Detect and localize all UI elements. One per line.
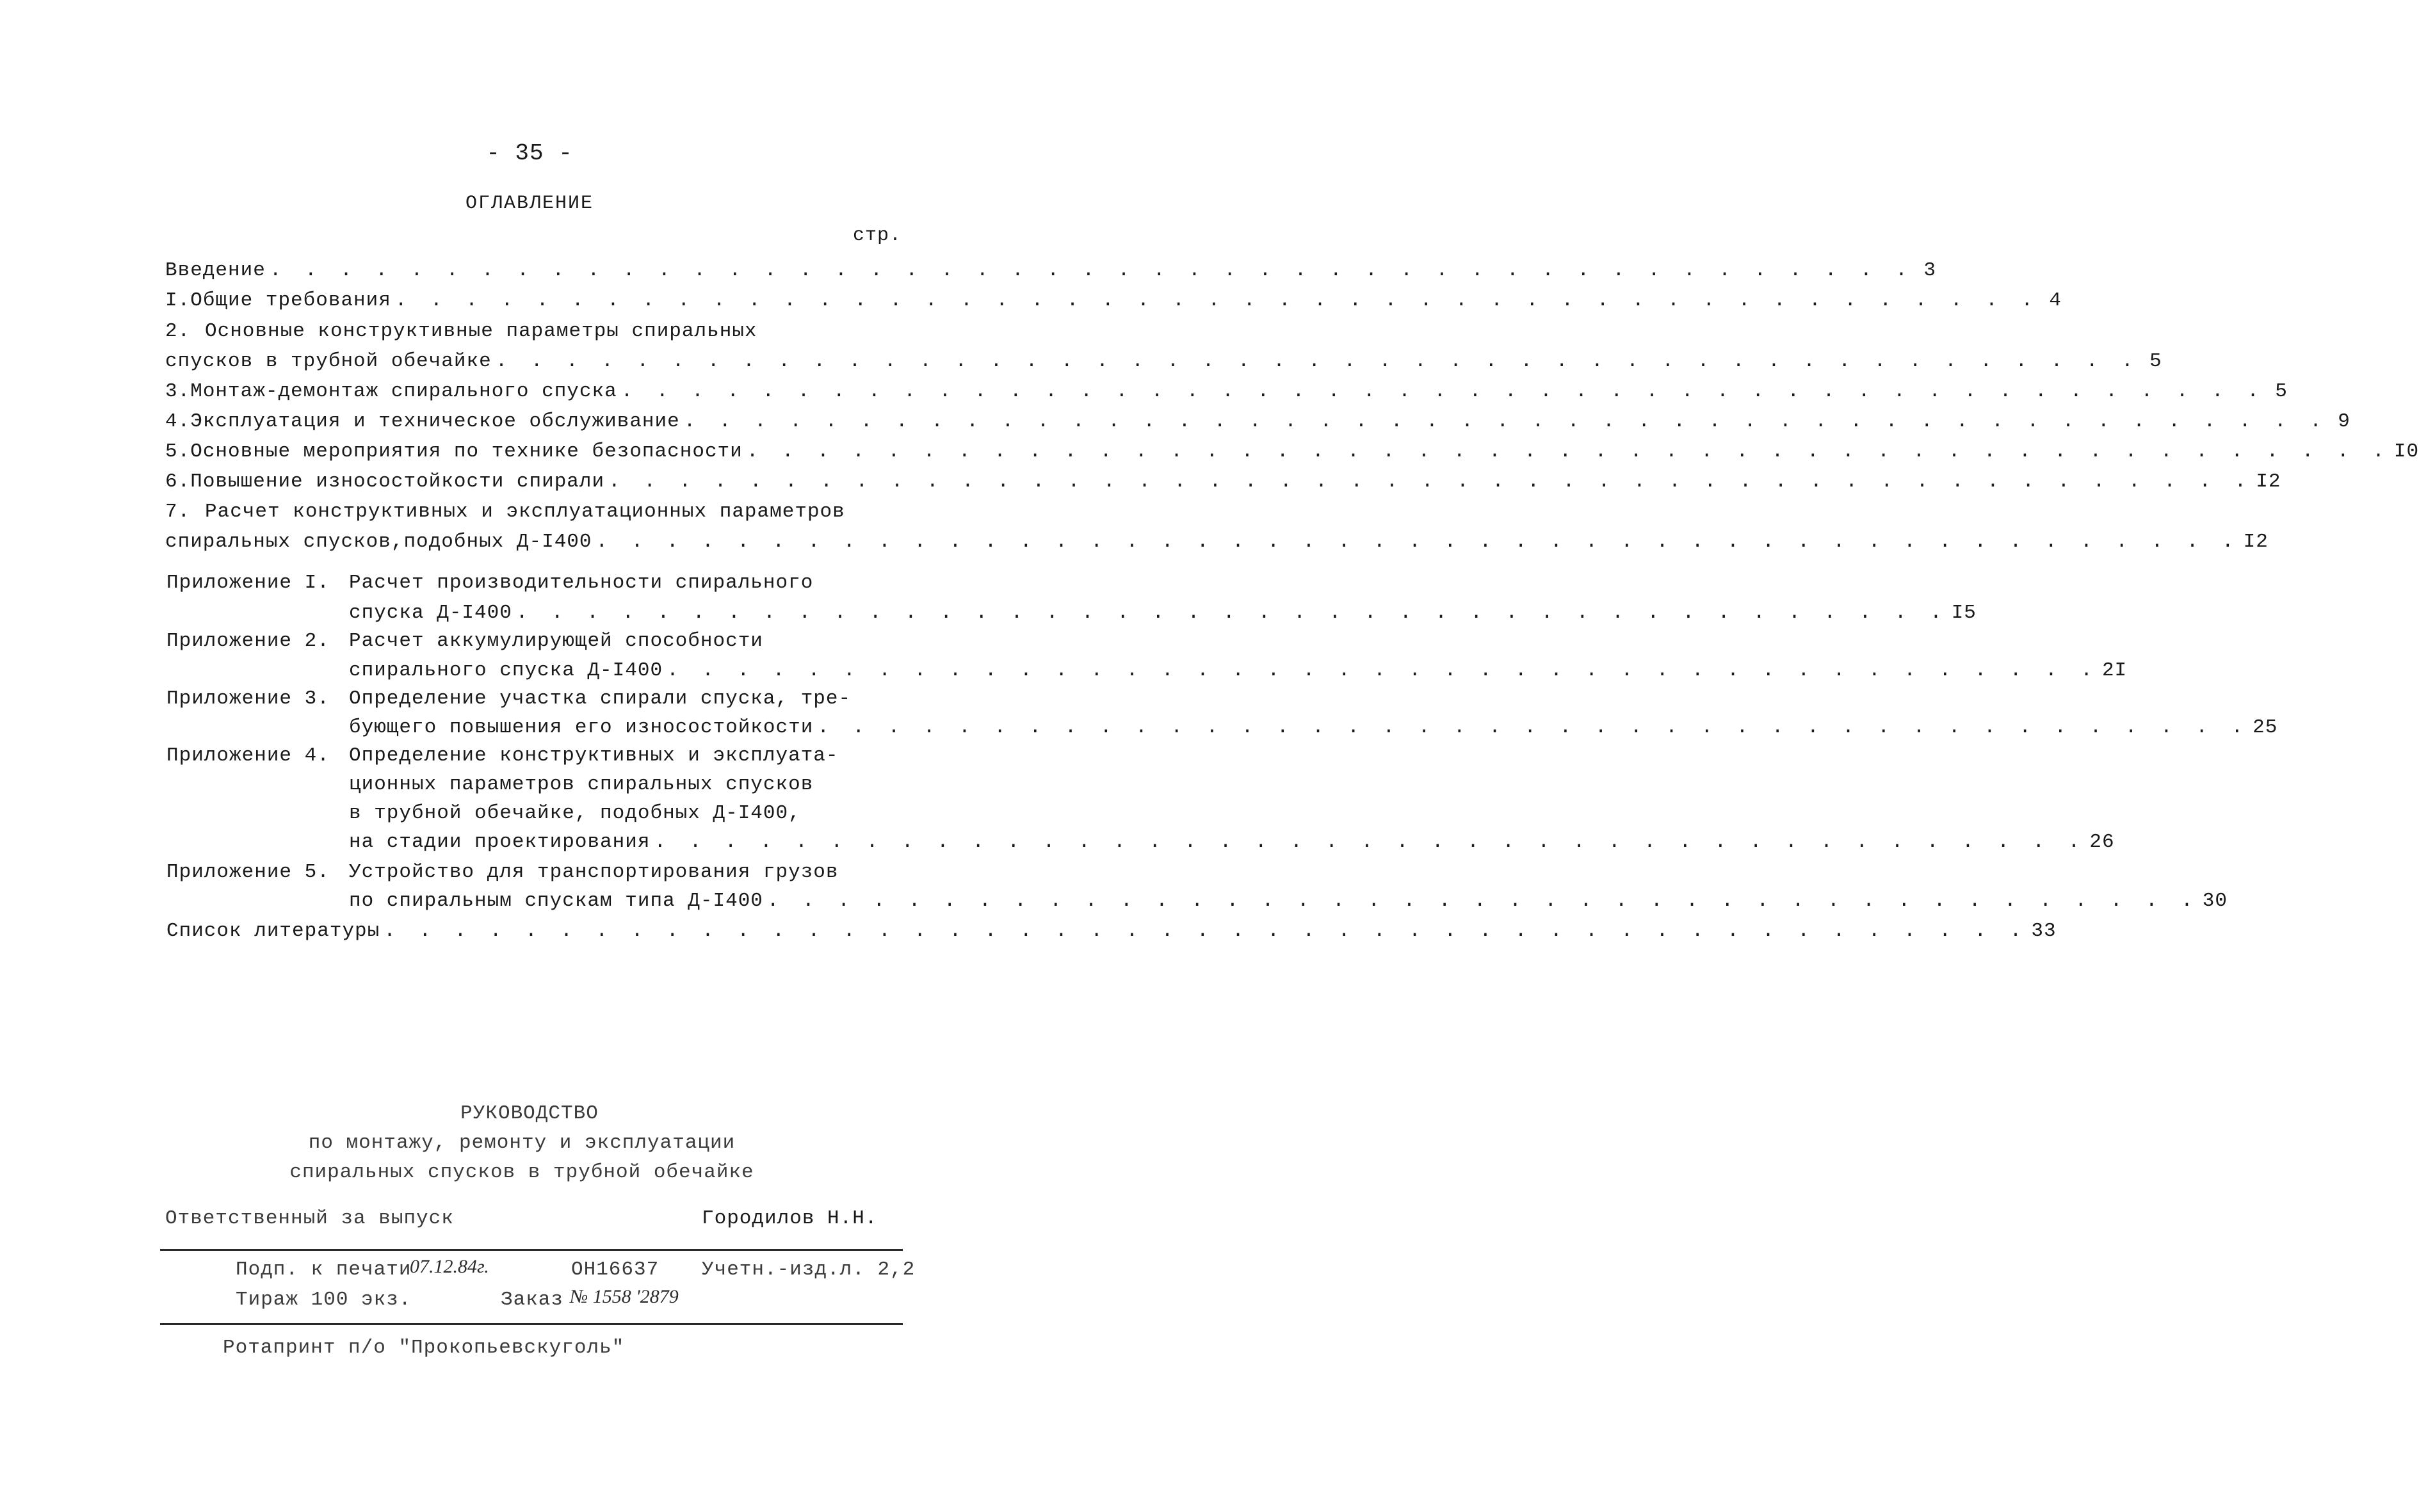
toc-line-number: 4. (165, 410, 191, 433)
page-number: - 35 - (486, 140, 573, 166)
leader-dots: . . . . . . . . . . . . . . . . . . . . . . . . . . . . . . . . . . . . . . . . . . . . . . . (620, 380, 2265, 403)
toc-line-text: Эксплуатация и техническое обслуживание (190, 410, 680, 433)
toc-line (349, 572, 877, 599)
toc-line-page: 30 (2202, 890, 2228, 912)
toc-line-page: I0 (2393, 440, 2419, 463)
toc-line (165, 320, 877, 347)
imprint-title: РУКОВОДСТВО (460, 1102, 599, 1125)
toc-line-page: 2I (2101, 659, 2128, 682)
appendix-label: Приложение 2. (166, 630, 330, 652)
appendix-label: Приложение 3. (166, 688, 330, 710)
toc-line-references (166, 920, 2057, 947)
toc-line-text: на стадии проектирования (349, 831, 651, 853)
leader-dots: . . . . . . . . . . . . . . . . . . . . . . . . . . . . . . . . . . . . . . . . . (817, 716, 2249, 739)
order-label: Заказ (501, 1289, 564, 1311)
toc-line (165, 259, 1936, 286)
toc-line (165, 410, 2350, 437)
appendix-label: Приложение 4. (166, 744, 330, 767)
toc-line-text: по спиральным спускам типа Д-I400 (349, 890, 763, 912)
toc-line-text: спирального спуска Д-I400 (349, 659, 663, 682)
toc-line (349, 659, 2128, 686)
toc-line-number: 2. (165, 320, 191, 342)
signed-label: Подп. к печати (236, 1259, 412, 1281)
divider (160, 1249, 903, 1251)
leader-dots: . . . . . . . . . . . . . . . . . . . . . . . . . . . . . . . . . . . . . . . . . . . . . . . (394, 289, 2039, 312)
toc-line (165, 440, 2419, 467)
toc-line-text: ционных параметров спиральных спусков (349, 773, 814, 796)
toc-line-page: 9 (2338, 410, 2350, 433)
toc-line-page: 26 (2089, 831, 2115, 853)
responsible-label: Ответственный за выпуск (165, 1207, 454, 1230)
printer: Ротапринт п/о "Прокопьевскуголь" (223, 1337, 625, 1359)
toc-line-page: I2 (2256, 470, 2281, 493)
toc-line-page: 3 (1923, 259, 1936, 282)
leader-dots: . . . . . . . . . . . . . . . . . . . . . . . . . . . . . . . . . . . . . . . . . . . . . . . (269, 259, 1913, 282)
appendix-label: Приложение I. (166, 572, 330, 594)
toc-line (165, 531, 2269, 558)
toc-line-text: Список литературы (166, 920, 380, 942)
toc-line (349, 688, 877, 714)
toc-heading: ОГЛАВЛЕНИЕ (465, 193, 594, 214)
leader-dots: . . . . . . . . . . . . . . . . . . . . . . . . . . . . . . . . . . . . . . . . . . . . . . . (608, 470, 2253, 493)
toc-line-text: Расчет аккумулирующей способности (349, 630, 763, 652)
toc-line-page: 5 (2149, 350, 2162, 373)
toc-line-text: Введение (165, 259, 266, 282)
toc-line (349, 716, 2278, 743)
toc-line (165, 501, 877, 527)
toc-line-text: Расчет производительности спирального (349, 572, 814, 594)
imprint-subtitle: по монтажу, ремонту и эксплуатации (308, 1132, 736, 1154)
toc-line (349, 802, 877, 829)
code-number: ОН16637 (571, 1259, 659, 1281)
leader-dots: . . . . . . . . . . . . . . . . . . . . . . . . . . . . . . . . . . . . . . . . . . . . . . . (495, 350, 2139, 373)
divider (160, 1323, 903, 1325)
toc-line (349, 773, 877, 800)
toc-line-page: I5 (1951, 602, 1977, 624)
toc-line-text: в трубной обечайке, подобных Д-I400, (349, 802, 801, 824)
toc-line-text: Определение конструктивных и эксплуата- (349, 744, 839, 767)
publishing-volume: Учетн.-изд.л. 2,2 (702, 1259, 916, 1281)
order-number: № 1558 '2879 (570, 1286, 679, 1307)
leader-dots: . . . . . . . . . . . . . . . . . . . . . . . . . . . . . . . . . . . . . . . . . . . . . . . (746, 440, 2390, 463)
page-column-label: стр. (853, 225, 902, 246)
leader-dots: . . . . . . . . . . . . . . . . . . . . . . . . . . . . . . . . . . . . . . . . . (766, 890, 2199, 912)
toc-line-text: Общие требования (190, 289, 391, 312)
toc-line-number: I. (165, 289, 191, 312)
toc-line-page: 25 (2253, 716, 2278, 739)
toc-line-page: 5 (2275, 380, 2288, 403)
toc-line-text: Основные мероприятия по технике безопасности (190, 440, 743, 463)
toc-line (349, 630, 877, 657)
toc-line-page: 33 (2031, 920, 2057, 942)
toc-line-text: Монтаж-демонтаж спирального спуска (190, 380, 617, 403)
toc-line (349, 831, 2115, 858)
toc-line (349, 890, 2228, 917)
toc-line-text: спиральных спусков,подобных Д-I400 (165, 531, 592, 553)
leader-dots: . . . . . . . . . . . . . . . . . . . . . . . . . . . . . . . . . . . . . . . . . . . . . . . (595, 531, 2240, 553)
toc-line-number: 3. (165, 380, 191, 403)
imprint-subtitle: спиральных спусков в трубной обечайке (289, 1161, 754, 1184)
print-run: Тираж 100 экз. (236, 1289, 412, 1311)
toc-line (165, 470, 2281, 497)
toc-line (165, 289, 2062, 316)
toc-line-text: Повышение износостойкости спирали (190, 470, 605, 493)
appendix-label: Приложение 5. (166, 861, 330, 883)
toc-line-text: Основные конструктивные параметры спиральных (205, 320, 757, 342)
leader-dots: . . . . . . . . . . . . . . . . . . . . . . . . . . . . . . . . . . . . . . . . . . . . . . . (683, 410, 2327, 433)
toc-line-number: 6. (165, 470, 191, 493)
toc-line-text: Расчет конструктивных и эксплуатационных параметров (205, 501, 845, 523)
toc-line-text: бующего повышения его износостойкости (349, 716, 814, 739)
toc-line-text: Устройство для транспортирования грузов (349, 861, 839, 883)
toc-line (349, 744, 877, 771)
toc-line (165, 350, 2162, 377)
leader-dots: . . . . . . . . . . . . . . . . . . . . . . . . . . . . . . . . . . . . . . . . . (654, 831, 2086, 853)
leader-dots: . . . . . . . . . . . . . . . . . . . . . . . . . . . . . . . . . . . . . . . . . (515, 602, 1948, 624)
leader-dots: . . . . . . . . . . . . . . . . . . . . . . . . . . . . . . . . . . . . . . . . . . . . . . . (384, 920, 2028, 942)
toc-line-text: спусков в трубной обечайке (165, 350, 492, 373)
toc-line-page: 4 (2049, 289, 2062, 312)
leader-dots: . . . . . . . . . . . . . . . . . . . . . . . . . . . . . . . . . . . . . . . . . (667, 659, 2098, 682)
toc-line (349, 602, 1977, 629)
signed-date: 07.12.84г. (410, 1256, 489, 1277)
toc-line-text: спуска Д-I400 (349, 602, 512, 624)
toc-line (349, 861, 877, 888)
responsible-name: Городилов Н.Н. (702, 1207, 878, 1230)
toc-line-number: 7. (165, 501, 191, 523)
toc-line-text: Определение участка спирали спуска, тре- (349, 688, 852, 710)
toc-line-page: I2 (2243, 531, 2269, 553)
toc-line-number: 5. (165, 440, 191, 463)
toc-line (165, 380, 2288, 407)
